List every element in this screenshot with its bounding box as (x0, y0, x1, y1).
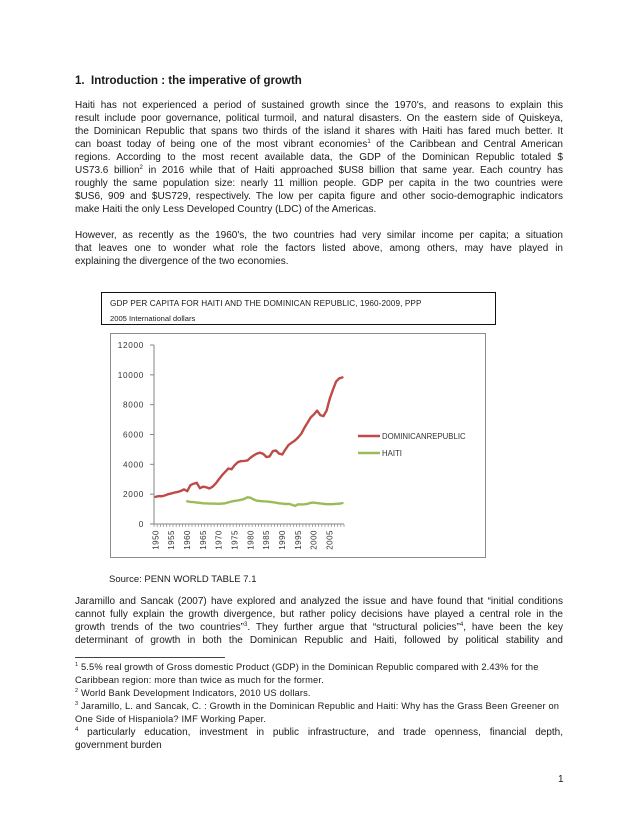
x-tick-label: 2005 (325, 530, 335, 550)
data-point-dominicanrepublic (329, 398, 331, 400)
data-point-dominicanrepublic (272, 450, 274, 452)
x-tick-label: 1965 (198, 530, 208, 550)
footnotes (75, 661, 563, 752)
y-tick-label: 10000 (117, 370, 144, 380)
data-point-dominicanrepublic (316, 410, 318, 412)
data-point-dominicanrepublic (310, 416, 312, 418)
data-point-haiti (272, 501, 274, 503)
data-point-dominicanrepublic (297, 437, 299, 439)
data-point-dominicanrepublic (218, 478, 220, 480)
data-point-dominicanrepublic (193, 483, 195, 485)
data-point-dominicanrepublic (304, 427, 306, 429)
data-point-haiti (231, 501, 233, 503)
data-point-haiti (215, 503, 217, 505)
data-point-haiti (297, 503, 299, 505)
x-tick-label: 1985 (262, 530, 272, 550)
text-line: However, as recently as the 1960's, the two countries had very similar income per capita; a situation (75, 230, 563, 241)
data-point-haiti (209, 503, 211, 505)
y-tick-label: 8000 (122, 400, 144, 410)
data-point-haiti (193, 501, 195, 503)
data-point-dominicanrepublic (231, 468, 233, 470)
data-point-dominicanrepublic (221, 474, 223, 476)
footnote-ref-1[interactable]: 1 (367, 139, 371, 145)
text-segment: . They further argue that “structural policies” (247, 622, 460, 633)
data-point-dominicanrepublic (275, 450, 277, 452)
data-point-haiti (221, 503, 223, 505)
text-line: Haiti has not experienced a period of sustained growth since the 1970's, and reasons to explain this (75, 100, 563, 111)
data-point-haiti (269, 501, 271, 503)
data-point-dominicanrepublic (155, 496, 157, 498)
data-point-haiti (218, 503, 220, 505)
data-point-haiti (335, 503, 337, 505)
data-point-dominicanrepublic (262, 453, 264, 455)
data-point-dominicanrepublic (335, 381, 337, 383)
footnote-ref-3[interactable]: 3 (244, 622, 248, 628)
data-point-dominicanrepublic (300, 433, 302, 435)
data-point-dominicanrepublic (294, 440, 296, 442)
section-number: 1. (75, 75, 85, 87)
data-point-haiti (253, 499, 255, 501)
data-point-haiti (338, 503, 340, 505)
data-point-dominicanrepublic (196, 482, 198, 484)
data-point-haiti (278, 502, 280, 504)
data-point-dominicanrepublic (164, 494, 166, 496)
data-point-dominicanrepublic (288, 444, 290, 446)
data-point-dominicanrepublic (212, 486, 214, 488)
data-point-dominicanrepublic (319, 414, 321, 416)
footnote-marker: 1 (75, 662, 79, 668)
text-line: explaining the divergence of the two economies. (75, 256, 289, 267)
footnote-divider (75, 657, 225, 658)
footnote-1-continued: Caribbean region: more than twice as much for the former. (75, 675, 324, 685)
text-line: $US6, 909 and $US729, respectively. The low per capita figure and other socio-demographic indicators (75, 191, 563, 202)
data-point-haiti (285, 503, 287, 505)
data-point-haiti (243, 498, 245, 500)
data-point-haiti (332, 503, 334, 505)
data-point-haiti (319, 503, 321, 505)
footnote-2 (75, 687, 563, 700)
text-segment: can boast today of being one of the most vibrant economies (75, 139, 368, 150)
data-point-dominicanrepublic (183, 488, 185, 490)
x-tick-label: 1970 (214, 530, 224, 550)
x-tick-label: 1990 (278, 530, 288, 550)
chart-source: Source: PENN WORLD TABLE 7.1 (109, 574, 257, 585)
footnote-ref-2[interactable]: 2 (139, 165, 143, 171)
chart (110, 333, 486, 558)
data-point-dominicanrepublic (158, 495, 160, 497)
data-point-dominicanrepublic (205, 486, 207, 488)
data-point-dominicanrepublic (224, 471, 226, 473)
chart-plot (111, 334, 485, 557)
data-point-dominicanrepublic (342, 376, 344, 378)
text-line (75, 164, 563, 177)
text-line: determinant of growth in both the Dominican Republic and Haiti, followed by political stability and (75, 635, 563, 646)
data-point-dominicanrepublic (202, 486, 204, 488)
data-point-dominicanrepublic (313, 413, 315, 415)
data-point-haiti (316, 502, 318, 504)
data-point-haiti (294, 505, 296, 507)
paragraph (75, 99, 563, 216)
text-line (75, 621, 563, 634)
y-tick-label: 2000 (122, 490, 144, 500)
data-point-dominicanrepublic (285, 449, 287, 451)
footnote-marker: 3 (75, 701, 79, 707)
text-line: that leaves one to wonder what role the factors listed above, among others, may have played in (75, 243, 563, 254)
footnote-4 (75, 726, 563, 739)
section-heading (75, 74, 302, 88)
paragraph (75, 229, 563, 268)
x-tick-label: 2000 (309, 530, 319, 550)
data-point-dominicanrepublic (180, 490, 182, 492)
data-point-haiti (266, 501, 268, 503)
data-point-haiti (281, 503, 283, 505)
text-line: the Dominican Republic that spans two thirds of the island it shares with Haiti has fared much better. It (75, 126, 563, 137)
data-point-dominicanrepublic (199, 487, 201, 489)
text-segment: US73.6 billion (75, 165, 140, 176)
text-line: make Haiti the only Less Developed Country (LDC) of the Americas. (75, 204, 377, 215)
data-point-dominicanrepublic (281, 454, 283, 456)
data-point-dominicanrepublic (243, 460, 245, 462)
x-tick-label: 1975 (230, 530, 240, 550)
data-point-haiti (291, 504, 293, 506)
data-point-dominicanrepublic (253, 454, 255, 456)
text-line: Jaramillo and Sancak (2007) have explored and analyzed the issue and have found that “initial conditions (75, 596, 563, 607)
text-line: result include poor governance, political turmoil, and natural disasters. On the eastern side of Quiskeya, (75, 113, 563, 124)
chart-title: GDP PER CAPITA FOR HAITI AND THE DOMINICAN REPUBLIC, 1960-2009, PPP (110, 299, 422, 308)
data-point-haiti (237, 500, 239, 502)
text-segment: in 2016 while that of Haiti approached $US8 billion that same year. Each country has (142, 165, 563, 176)
x-tick-label: 1950 (151, 530, 161, 550)
data-point-dominicanrepublic (332, 389, 334, 391)
data-point-haiti (342, 502, 344, 504)
footnote-ref-4[interactable]: 4 (459, 622, 464, 628)
data-point-dominicanrepublic (247, 460, 249, 462)
data-point-dominicanrepublic (228, 468, 230, 470)
data-point-dominicanrepublic (167, 493, 169, 495)
data-point-dominicanrepublic (240, 460, 242, 462)
data-point-haiti (313, 502, 315, 504)
data-point-dominicanrepublic (215, 483, 217, 485)
text-line: cannot fully explain the growth divergence, but rather policy decisions have played a central role in the (75, 609, 563, 620)
data-point-haiti (307, 503, 309, 505)
series-line-haiti (187, 497, 342, 506)
data-point-dominicanrepublic (234, 464, 236, 466)
footnote-text: particularly education, investment in public infrastructure, and trade openness, financial depth, (78, 727, 563, 738)
footnote-4-continued: government burden (75, 740, 162, 751)
legend-label-haiti: HAITI (382, 449, 402, 458)
data-point-haiti (190, 501, 192, 503)
legend-label-dominican-republic: DOMINICANREPUBLIC (382, 432, 466, 441)
x-tick-label: 1960 (183, 530, 193, 550)
footnote-text: 5.5% real growth of Gross domestic Product (GDP) in the Dominican Republic compared with 2.43% for the (80, 662, 539, 672)
data-point-haiti (288, 503, 290, 505)
text-segment: , have been the key (463, 622, 563, 633)
text-line: regions. According to the most recent available data, the GDP of the Dominican Republic totaled $ (75, 152, 563, 163)
data-point-haiti (323, 503, 325, 505)
data-point-haiti (250, 497, 252, 499)
paragraph (75, 595, 563, 647)
page-number: 1 (558, 774, 564, 785)
footnote-3 (75, 700, 563, 713)
data-point-haiti (326, 503, 328, 505)
data-point-haiti (199, 502, 201, 504)
data-point-dominicanrepublic (291, 442, 293, 444)
y-tick-label: 6000 (122, 430, 144, 440)
footnote-text: Jaramillo, L. and Sancak, C. : Growth in the Dominican Republic and Haiti: Why has the Grass Been Greener on (80, 701, 560, 711)
data-point-dominicanrepublic (186, 490, 188, 492)
y-tick-label: 4000 (122, 460, 144, 470)
data-point-dominicanrepublic (256, 453, 258, 455)
y-tick-label: 12000 (117, 341, 144, 350)
section-title: Introduction : the imperative of growth (91, 75, 302, 87)
data-point-haiti (196, 502, 198, 504)
data-point-dominicanrepublic (237, 461, 239, 463)
data-point-haiti (205, 503, 207, 505)
footnote-text: World Bank Development Indicators, 2010 US dollars. (80, 688, 311, 698)
data-point-haiti (262, 500, 264, 502)
data-point-haiti (304, 503, 306, 505)
data-point-dominicanrepublic (171, 493, 173, 495)
chart-legend (358, 432, 466, 458)
data-point-dominicanrepublic (177, 491, 179, 493)
data-point-haiti (224, 502, 226, 504)
data-point-haiti (247, 496, 249, 498)
data-point-haiti (228, 501, 230, 503)
data-point-dominicanrepublic (190, 484, 192, 486)
x-tick-label: 1995 (293, 530, 303, 550)
y-tick-label: 0 (138, 520, 144, 529)
data-point-dominicanrepublic (307, 422, 309, 424)
chart-title-box (101, 292, 496, 325)
text-line: roughly the same population size: nearly 11 million people. GDP per capita in the two countries were (75, 178, 563, 189)
data-point-haiti (202, 502, 204, 504)
data-point-haiti (256, 500, 258, 502)
footnote-1 (75, 661, 563, 674)
data-point-haiti (275, 502, 277, 504)
data-point-dominicanrepublic (250, 457, 252, 459)
data-point-dominicanrepublic (278, 453, 280, 455)
footnote-marker: 2 (75, 688, 79, 694)
data-point-dominicanrepublic (338, 378, 340, 380)
data-point-haiti (240, 499, 242, 501)
footnote-marker: 4 (75, 727, 79, 733)
data-point-dominicanrepublic (161, 495, 163, 497)
data-point-dominicanrepublic (174, 492, 176, 494)
x-tick-label: 1955 (167, 530, 177, 550)
data-point-haiti (300, 504, 302, 506)
data-point-haiti (310, 502, 312, 504)
data-point-haiti (329, 503, 331, 505)
text-line (75, 138, 563, 151)
data-point-dominicanrepublic (326, 410, 328, 412)
text-segment: growth trends of the two countries” (75, 622, 245, 633)
data-point-dominicanrepublic (269, 456, 271, 458)
data-point-haiti (212, 503, 214, 505)
data-point-dominicanrepublic (266, 456, 268, 458)
x-tick-label: 1980 (246, 530, 256, 550)
data-point-dominicanrepublic (209, 488, 211, 490)
data-point-haiti (259, 500, 261, 502)
data-point-dominicanrepublic (323, 415, 325, 417)
data-point-dominicanrepublic (259, 452, 261, 454)
data-point-haiti (186, 500, 188, 502)
chart-subtitle: 2005 International dollars (110, 314, 196, 323)
text-segment: of the Caribbean and Central American (370, 139, 563, 150)
data-point-haiti (234, 500, 236, 502)
series-line-dominicanrepublic (156, 377, 343, 496)
footnote-3-continued: One Side of Hispaniola? IMF Working Paper. (75, 714, 267, 724)
